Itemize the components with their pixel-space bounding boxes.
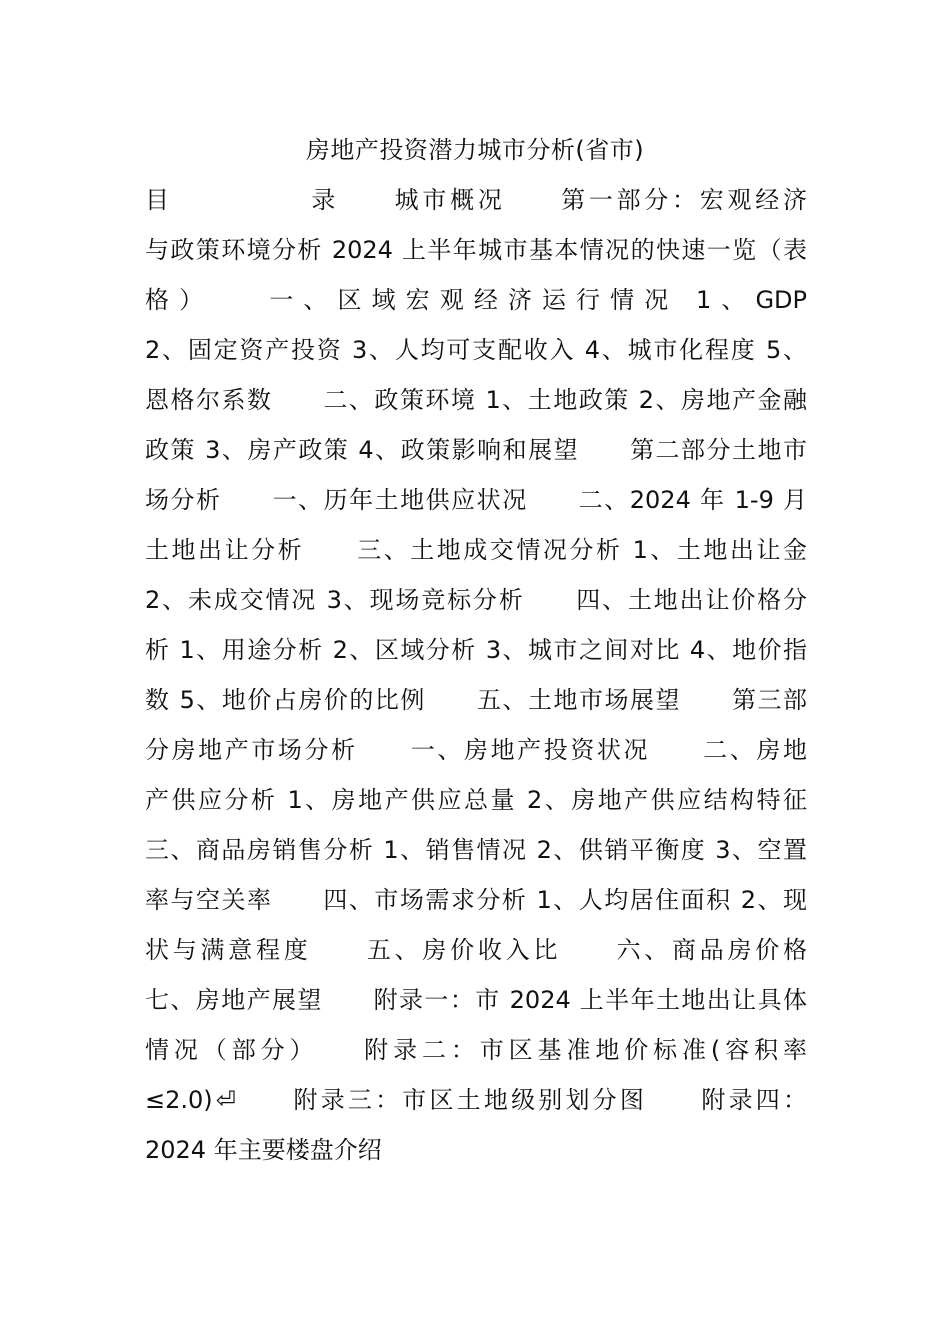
body-line: 情况（部分） 附录二：市区基准地价标准(容积率	[145, 1036, 807, 1064]
body-line: 分房地产市场分析 一、房地产投资状况 二、房地	[145, 736, 807, 764]
document-title: 房地产投资潜力城市分析(省市)	[305, 136, 645, 164]
body-line: 产供应分析 1、房地产供应总量 2、房地产供应结构特征	[145, 786, 807, 814]
body-line: 与政策环境分析 2024 上半年城市基本情况的快速一览（表	[145, 236, 807, 264]
body-line: 政策 3、房产政策 4、政策影响和展望 第二部分土地市	[145, 436, 807, 464]
body-line: 土地出让分析 三、土地成交情况分析 1、土地出让金	[145, 536, 807, 564]
body-line: 三、商品房销售分析 1、销售情况 2、供销平衡度 3、空置	[145, 836, 807, 864]
body-line: 2、固定资产投资 3、人均可支配收入 4、城市化程度 5、	[145, 336, 807, 364]
body-line: ≤2.0)⏎ 附录三：市区土地级别划分图 附录四：	[145, 1086, 807, 1114]
body-line: 格） 一、区域宏观经济运行情况 1、GDP	[145, 286, 807, 314]
document-body	[145, 180, 807, 1180]
body-line: 状与满意程度 五、房价收入比 六、商品房价格	[145, 936, 807, 964]
body-line: 数 5、地价占房价的比例 五、土地市场展望 第三部	[145, 686, 807, 714]
body-line: 恩格尔系数 二、政策环境 1、土地政策 2、房地产金融	[145, 386, 807, 414]
body-line: 场分析 一、历年土地供应状况 二、2024 年 1-9 月	[145, 486, 807, 514]
body-line: 七、房地产展望 附录一：市 2024 上半年土地出让具体	[145, 986, 807, 1014]
body-line: 率与空关率 四、市场需求分析 1、人均居住面积 2、现	[145, 886, 807, 914]
body-line-last: 2024 年主要楼盘介绍	[145, 1136, 382, 1164]
body-line: 析 1、用途分析 2、区域分析 3、城市之间对比 4、地价指	[145, 636, 807, 664]
body-line: 2、未成交情况 3、现场竞标分析 四、土地出让价格分	[145, 586, 807, 614]
body-line: 目 录 城市概况 第一部分：宏观经济	[145, 186, 807, 214]
